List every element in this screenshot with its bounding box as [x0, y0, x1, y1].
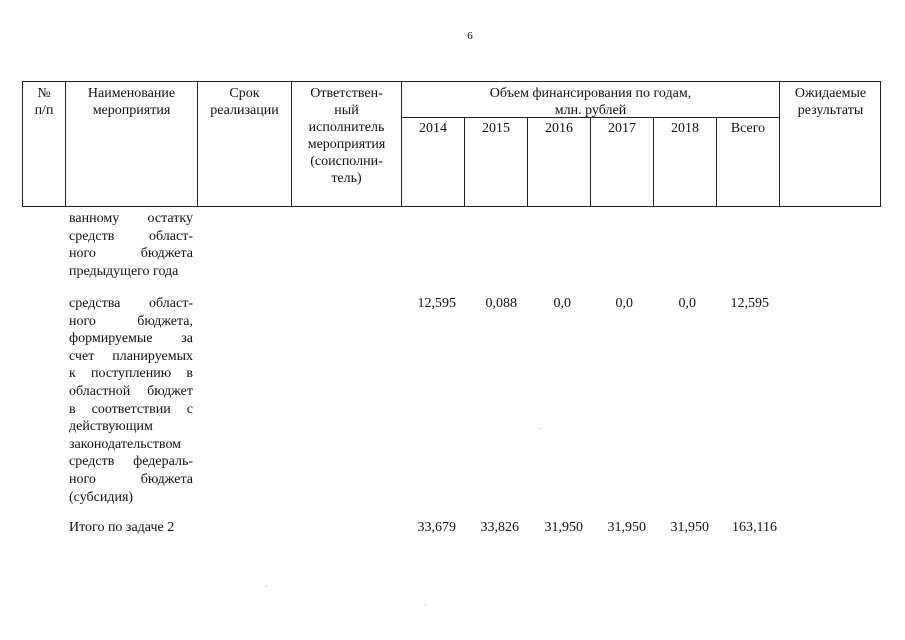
- page-number: 6: [467, 30, 473, 42]
- year-2016: 2016: [545, 121, 573, 136]
- header-responsible: Ответствен- ный исполнитель мероприятия (соисполни- тель): [307, 86, 386, 186]
- header-results: Ожидаемые результаты: [794, 86, 867, 118]
- year-2017: 2017: [608, 121, 636, 136]
- value-2015: 0,088: [485, 296, 517, 311]
- header-term: Срок реализации: [210, 86, 279, 118]
- year-total: Всего: [730, 121, 766, 136]
- row-name-line: Итого по задаче 2: [69, 520, 175, 535]
- row-name-line: ного бюджета: [69, 246, 193, 262]
- year-2018: 2018: [671, 121, 699, 136]
- row-name-line: областной бюджет: [69, 384, 193, 399]
- row-name-line: средств област-: [69, 228, 193, 244]
- value-2016: 0,0: [553, 296, 571, 311]
- row-name-line: действующим: [69, 419, 153, 435]
- header-name: Наименование мероприятия: [87, 86, 176, 118]
- value-2018: 0,0: [678, 296, 696, 311]
- row-name-line: ного бюджета,: [69, 313, 193, 329]
- row-name-line: ванному остатку: [69, 211, 193, 226]
- row-name-line: к поступлению в: [69, 366, 193, 382]
- header-num: № п/п: [34, 86, 54, 118]
- row-name-line: средств федераль-: [69, 454, 193, 470]
- row-name-line: в соответствии с: [69, 401, 193, 417]
- row-name-line: ного бюджета: [69, 472, 193, 487]
- row-name-line: счет планируемых: [69, 348, 193, 364]
- table-header: [22, 81, 881, 207]
- value-2014: 33,679: [417, 520, 456, 535]
- row-name-line: предыдущего года: [69, 263, 179, 279]
- value-total: 163,116: [732, 520, 777, 535]
- scan-speck: [540, 428, 541, 429]
- value-2017: 31,950: [607, 520, 646, 535]
- value-2014: 12,595: [417, 296, 456, 311]
- value-2017: 0,0: [615, 296, 633, 311]
- scan-speck: [425, 604, 426, 605]
- row-name-line: средства област-: [69, 296, 193, 311]
- value-2018: 31,950: [670, 520, 709, 535]
- row-name-line: (субсидия): [69, 489, 134, 505]
- year-2015: 2015: [482, 121, 510, 136]
- row-name-line: формируемые за: [69, 331, 193, 347]
- value-total: 12,595: [730, 296, 769, 311]
- scan-speck: [266, 586, 267, 587]
- row-name-line: законодательством: [69, 436, 182, 452]
- header-funding: Объем финансирования по годам, млн. рублей: [489, 86, 692, 118]
- year-2014: 2014: [419, 121, 447, 136]
- value-2015: 33,826: [480, 520, 519, 535]
- value-2016: 31,950: [544, 520, 583, 535]
